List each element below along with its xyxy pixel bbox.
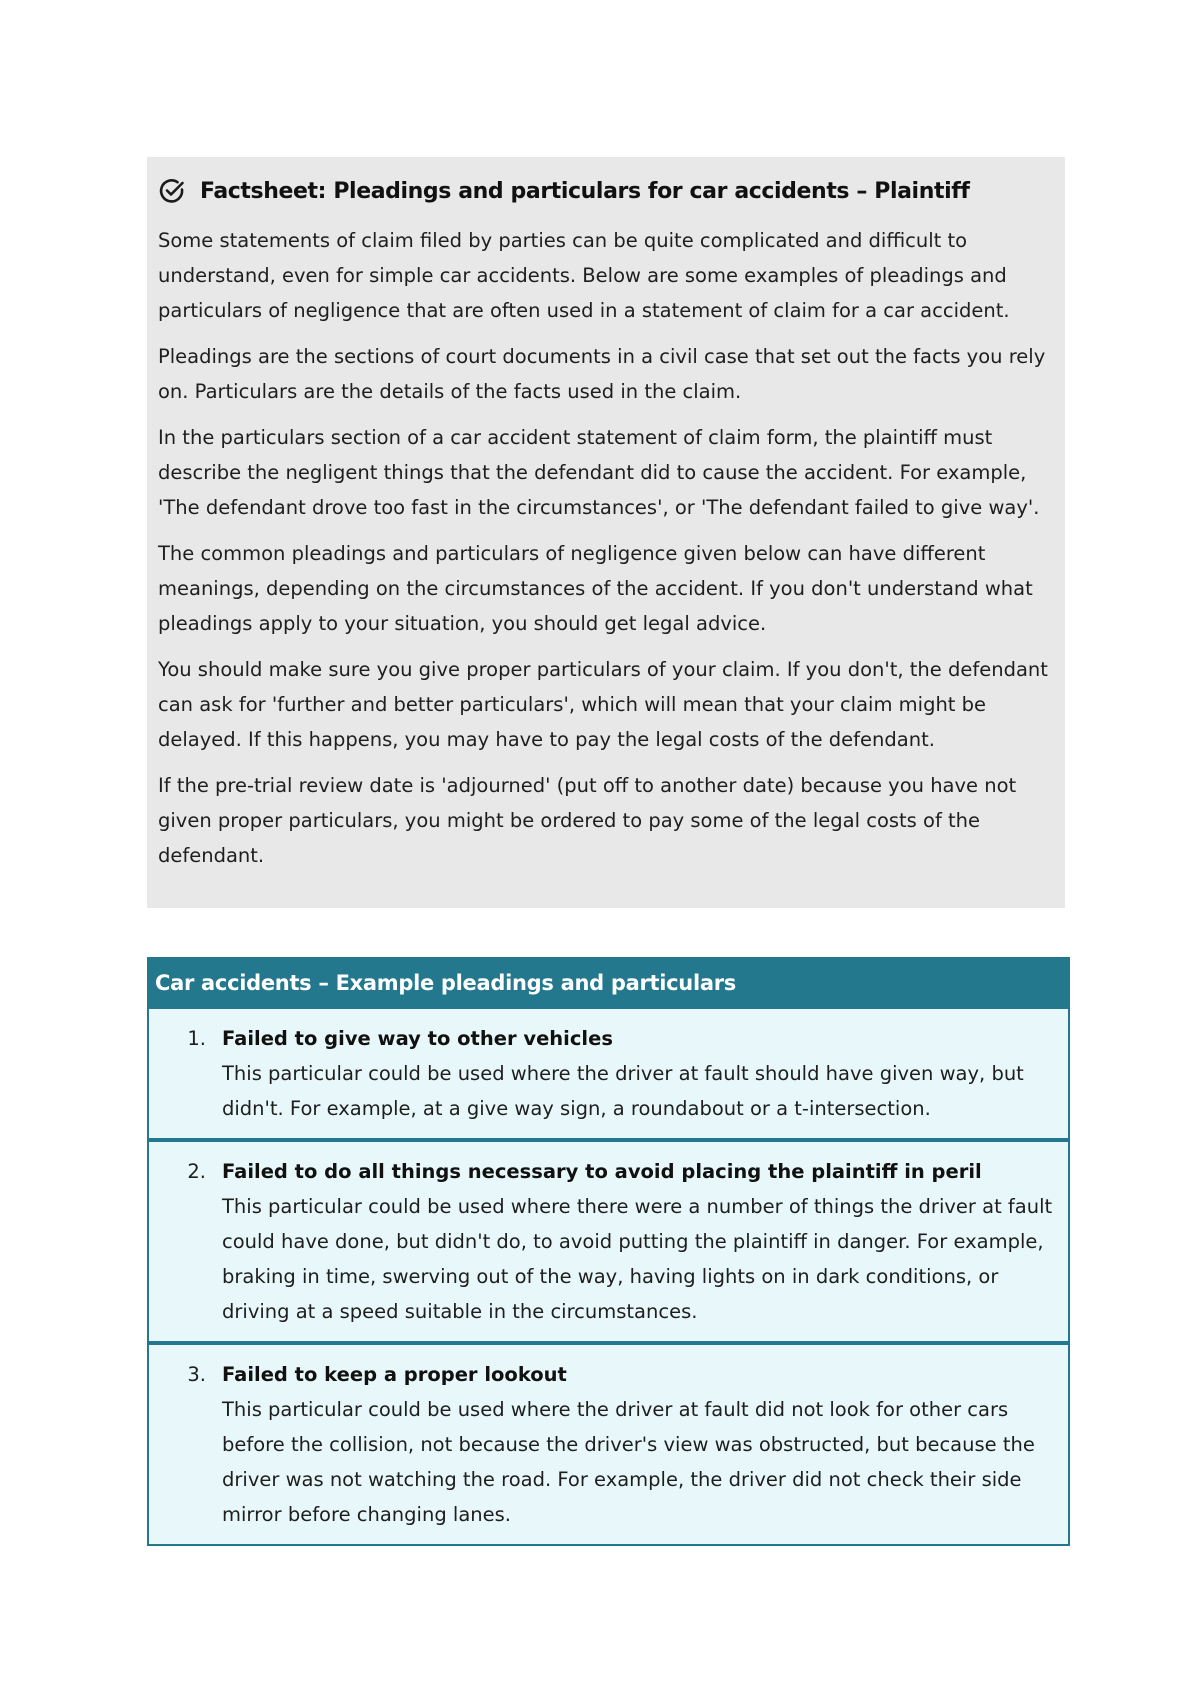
example-content [222, 1021, 1054, 1126]
example-content [222, 1154, 1054, 1329]
example-description: This particular could be used where the driver at fault should have given way, but didn't. For example, at a give way sign, a roundabout or a t-intersection. [222, 1062, 1024, 1120]
example-description: This particular could be used where there were a number of things the driver at fault could have done, but didn't do, to avoid putting the plaintiff in danger. For example, braking in time, swerving out of the way, having lights on in dark conditions, or driving at a speed suitable in the circumstances. [222, 1195, 1053, 1323]
example-title: Failed to give way to other vehicles [222, 1027, 613, 1050]
factsheet-heading [158, 177, 1051, 205]
example-item [147, 1009, 1070, 1140]
example-description: This particular could be used where the driver at fault did not look for other cars before the collision, not because the driver's view was obstructed, but because the driver was not watching the road. For example, the driver did not check their side mirror before changing lanes. [222, 1398, 1035, 1526]
example-item [147, 1343, 1070, 1546]
factsheet-paragraph: The common pleadings and particulars of negligence given below can have different meanings, depending on the circumstances of the accident. If you don't understand what pleadings apply to your situation, you should get legal advice. [158, 542, 1033, 635]
example-number: 2. [187, 1160, 206, 1183]
factsheet-box [147, 157, 1065, 908]
example-item [147, 1140, 1070, 1343]
factsheet-body [158, 223, 1051, 873]
factsheet-paragraph: In the particulars section of a car accident statement of claim form, the plaintiff must describe the negligent things that the defendant did to cause the accident. For example, 'The defendant drove too fast in the circumstances', or 'The defendant failed to give way'. [158, 426, 1040, 519]
factsheet-paragraph: Pleadings are the sections of court documents in a civil case that set out the facts you rely on. Particulars are the details of the facts used in the claim. [158, 345, 1046, 403]
factsheet-title-lead: Factsheet [200, 178, 318, 204]
examples-header: Car accidents – Example pleadings and particulars [147, 957, 1070, 1009]
examples-table [147, 957, 1070, 1546]
check-circle-icon [158, 177, 186, 205]
example-title: Failed to do all things necessary to avoid placing the plaintiff in peril [222, 1160, 982, 1183]
example-title: Failed to keep a proper lookout [222, 1363, 567, 1386]
factsheet-title [200, 179, 970, 204]
factsheet-title-rest: : Pleadings and particulars for car accidents – Plaintiff [317, 178, 970, 204]
factsheet-paragraph: You should make sure you give proper particulars of your claim. If you don't, the defendant can ask for 'further and better particulars', which will mean that your claim might be delayed. If this happens, you may have to pay the legal costs of the defendant. [158, 658, 1048, 751]
factsheet-paragraph: Some statements of claim filed by parties can be quite complicated and difficult to understand, even for simple car accidents. Below are some examples of pleadings and particulars of negligence that are often used in a statement of claim for a car accident. [158, 229, 1010, 322]
example-content [222, 1357, 1054, 1532]
example-number: 1. [187, 1027, 206, 1050]
factsheet-paragraph: If the pre-trial review date is 'adjourned' (put off to another date) because you have not given proper particulars, you might be ordered to pay some of the legal costs of the defendant. [158, 774, 1017, 867]
example-number: 3. [187, 1363, 206, 1386]
